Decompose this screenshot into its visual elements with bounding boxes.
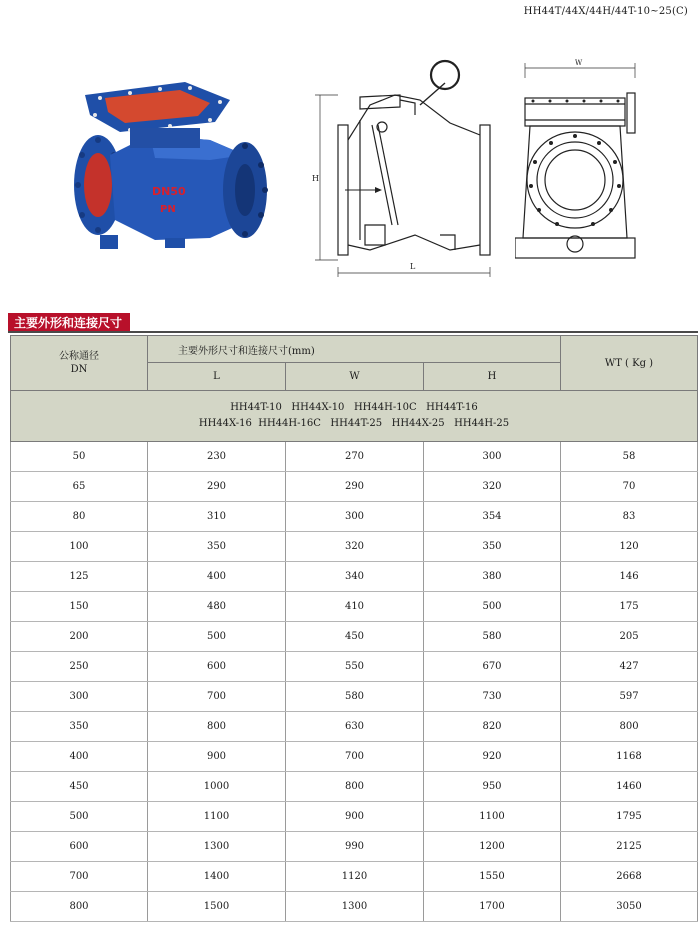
cell-w: 1300 [286,892,424,922]
cell-w: 990 [286,832,424,862]
table-row [11,832,698,862]
cell-dn: 700 [11,862,148,892]
cell-w: 1120 [286,862,424,892]
dn-header-line2: DN [70,364,88,375]
table-row [11,442,698,472]
cell-l: 480 [148,592,286,622]
dimension-table [10,335,698,922]
table-row [11,682,698,712]
cell-h: 300 [424,442,561,472]
cell-l: 1500 [148,892,286,922]
cell-w: 410 [286,592,424,622]
dn-header-line1: 公称通径 [59,351,99,362]
cell-w: 300 [286,502,424,532]
cell-h: 1100 [424,802,561,832]
cell-h: 950 [424,772,561,802]
table-row [11,712,698,742]
cell-dn: 80 [11,502,148,532]
cell-l: 500 [148,622,286,652]
front-view-drawing [515,58,655,273]
cell-w: 550 [286,652,424,682]
section-drawing [300,45,515,280]
models-cell [11,391,698,442]
cell-l: 350 [148,532,286,562]
cell-l: 230 [148,442,286,472]
cell-wt: 597 [561,682,698,712]
cell-w: 290 [286,472,424,502]
cell-w: 340 [286,562,424,592]
table-body [11,442,698,922]
table-row [11,592,698,622]
models-line-1: HH44T-10 HH44X-10 HH44H-10C HH44T-16 [230,402,478,413]
cell-wt: 70 [561,472,698,502]
cell-dn: 150 [11,592,148,622]
cell-wt: 1460 [561,772,698,802]
cell-h: 820 [424,712,561,742]
cell-l: 900 [148,742,286,772]
cell-h: 1550 [424,862,561,892]
cell-l: 700 [148,682,286,712]
cell-l: 800 [148,712,286,742]
cell-h: 1700 [424,892,561,922]
cell-l: 400 [148,562,286,592]
table-row [11,772,698,802]
cell-wt: 175 [561,592,698,622]
table-row [11,622,698,652]
cell-dn: 350 [11,712,148,742]
cell-w: 800 [286,772,424,802]
cell-l: 600 [148,652,286,682]
cell-wt: 2668 [561,862,698,892]
section-title: 主要外形和连接尺寸 [8,313,130,333]
cell-h: 500 [424,592,561,622]
cell-h: 380 [424,562,561,592]
section-rule [8,331,698,333]
cell-w: 320 [286,532,424,562]
dim-label-h: H [312,174,319,183]
dim-label-w: W [575,59,583,67]
cell-dn: 500 [11,802,148,832]
cell-dn: 250 [11,652,148,682]
cell-dn: 65 [11,472,148,502]
figures-area [0,40,700,280]
plate-text-1: DN50 [152,185,186,198]
col-header-l: L [148,363,286,391]
cell-h: 920 [424,742,561,772]
table-row [11,532,698,562]
cell-wt: 1168 [561,742,698,772]
cell-dn: 800 [11,892,148,922]
cell-dn: 600 [11,832,148,862]
cell-w: 700 [286,742,424,772]
cell-l: 1100 [148,802,286,832]
cell-dn: 125 [11,562,148,592]
cell-wt: 83 [561,502,698,532]
table-row [11,502,698,532]
cell-wt: 2125 [561,832,698,862]
wt-header: WT ( Kg ) [561,336,698,391]
dn-header [11,336,148,391]
cell-wt: 205 [561,622,698,652]
model-code: HH44T/44X/44H/44T-10~25(C) [523,6,688,17]
cell-wt: 800 [561,712,698,742]
table-row [11,472,698,502]
cell-dn: 200 [11,622,148,652]
cell-w: 270 [286,442,424,472]
models-line-2: HH44X-16 HH44H-16C HH44T-25 HH44X-25 HH44H-25 [198,418,510,429]
cell-wt: 120 [561,532,698,562]
table-row [11,742,698,772]
cell-dn: 450 [11,772,148,802]
table-row [11,562,698,592]
table-row [11,862,698,892]
cell-dn: 50 [11,442,148,472]
cell-w: 900 [286,802,424,832]
cell-dn: 100 [11,532,148,562]
table-row [11,892,698,922]
cell-h: 730 [424,682,561,712]
cell-l: 1000 [148,772,286,802]
cell-w: 630 [286,712,424,742]
cell-h: 354 [424,502,561,532]
cell-wt: 1795 [561,802,698,832]
cell-dn: 400 [11,742,148,772]
cell-w: 580 [286,682,424,712]
cell-dn: 300 [11,682,148,712]
dimensions-group-header: 主要外形尺寸和连接尺寸(mm) [148,336,561,363]
cell-l: 310 [148,502,286,532]
cell-h: 320 [424,472,561,502]
cell-h: 1200 [424,832,561,862]
cell-wt: 146 [561,562,698,592]
cell-wt: 58 [561,442,698,472]
valve-photo [60,60,275,260]
col-header-h: H [424,363,561,391]
cell-l: 1400 [148,862,286,892]
cell-l: 1300 [148,832,286,862]
table-row [11,652,698,682]
dim-label-l: L [410,262,416,271]
cell-h: 580 [424,622,561,652]
cell-h: 350 [424,532,561,562]
cell-w: 450 [286,622,424,652]
cell-wt: 3050 [561,892,698,922]
col-header-w: W [286,363,424,391]
table-row [11,802,698,832]
cell-l: 290 [148,472,286,502]
plate-text-2: PN [160,204,176,215]
cell-h: 670 [424,652,561,682]
cell-wt: 427 [561,652,698,682]
